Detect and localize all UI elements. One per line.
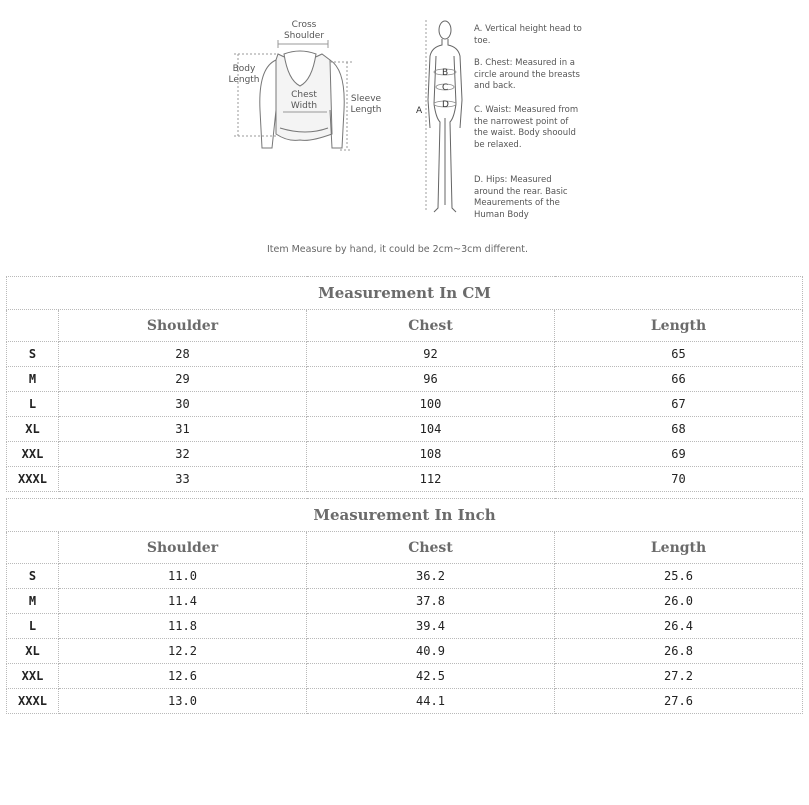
length-value: 69 — [555, 442, 803, 467]
shoulder-value: 11.0 — [59, 564, 307, 589]
chest-value: 36.2 — [307, 564, 555, 589]
column-header-chest: Chest — [307, 310, 555, 342]
body-letter-c: C — [442, 83, 449, 93]
shoulder-value: 29 — [59, 367, 307, 392]
measurement-table-inch — [6, 498, 803, 714]
length-value: 25.6 — [555, 564, 803, 589]
shoulder-value: 12.2 — [59, 639, 307, 664]
description-c: C. Waist: Measured from the narrowest point of the waist. Body shoould be relaxed. — [474, 105, 579, 150]
table-row — [7, 639, 803, 664]
column-header-length: Length — [555, 532, 803, 564]
column-header — [7, 532, 59, 564]
length-value: 68 — [555, 417, 803, 442]
table-row — [7, 614, 803, 639]
table-row — [7, 342, 803, 367]
length-value: 70 — [555, 467, 803, 492]
length-value: 66 — [555, 367, 803, 392]
body-length-label: Body Length — [228, 64, 260, 85]
measure-note: Item Measure by hand, it could be 2cm~3cm different. — [266, 244, 529, 255]
chest-value: 100 — [307, 392, 555, 417]
chest-width-label: Chest Width — [290, 90, 318, 111]
table-row — [7, 689, 803, 714]
description-b: B. Chest: Measured in a circle around the breasts and back. — [474, 58, 580, 91]
body-letter-b: B — [442, 68, 449, 78]
shoulder-value: 28 — [59, 342, 307, 367]
shoulder-value: 33 — [59, 467, 307, 492]
size-label: XL — [7, 417, 59, 442]
shoulder-value: 13.0 — [59, 689, 307, 714]
description-a: A. Vertical height head to toe. — [474, 24, 582, 46]
chest-value: 112 — [307, 467, 555, 492]
length-value: 26.4 — [555, 614, 803, 639]
size-diagram — [0, 0, 809, 270]
chest-value: 92 — [307, 342, 555, 367]
shoulder-value: 31 — [59, 417, 307, 442]
table-row — [7, 392, 803, 417]
sleeve-length-label: Sleeve Length — [350, 94, 382, 115]
length-value: 26.0 — [555, 589, 803, 614]
size-label: L — [7, 614, 59, 639]
size-label: M — [7, 367, 59, 392]
size-label: XL — [7, 639, 59, 664]
body-letter-a: A — [416, 106, 423, 116]
shoulder-value: 32 — [59, 442, 307, 467]
column-header — [7, 310, 59, 342]
shoulder-value: 11.4 — [59, 589, 307, 614]
shoulder-value: 12.6 — [59, 664, 307, 689]
length-value: 27.6 — [555, 689, 803, 714]
column-header-shoulder: Shoulder — [59, 532, 307, 564]
size-label: L — [7, 392, 59, 417]
size-label: S — [7, 342, 59, 367]
table-title: Measurement In Inch — [7, 499, 803, 532]
length-value: 27.2 — [555, 664, 803, 689]
chest-value: 39.4 — [307, 614, 555, 639]
size-label: XXXL — [7, 467, 59, 492]
chest-value: 40.9 — [307, 639, 555, 664]
size-label: S — [7, 564, 59, 589]
column-header-chest: Chest — [307, 532, 555, 564]
length-value: 26.8 — [555, 639, 803, 664]
cross-shoulder-label: Cross Shoulder — [283, 20, 325, 41]
body-letter-d: D — [442, 100, 449, 110]
chest-value: 96 — [307, 367, 555, 392]
length-value: 67 — [555, 392, 803, 417]
chest-value: 37.8 — [307, 589, 555, 614]
chest-value: 104 — [307, 417, 555, 442]
table-row — [7, 367, 803, 392]
size-label: M — [7, 589, 59, 614]
size-label: XXXL — [7, 689, 59, 714]
table-row — [7, 664, 803, 689]
table-row — [7, 589, 803, 614]
chest-value: 42.5 — [307, 664, 555, 689]
description-d: D. Hips: Measured around the rear. Basic Meaurements of the Human Body — [474, 175, 568, 220]
table-title: Measurement In CM — [7, 277, 803, 310]
table-row — [7, 417, 803, 442]
table-row — [7, 564, 803, 589]
length-value: 65 — [555, 342, 803, 367]
column-header-shoulder: Shoulder — [59, 310, 307, 342]
table-row — [7, 467, 803, 492]
shoulder-value: 30 — [59, 392, 307, 417]
size-label: XXL — [7, 442, 59, 467]
size-label: XXL — [7, 664, 59, 689]
shoulder-value: 11.8 — [59, 614, 307, 639]
chest-value: 108 — [307, 442, 555, 467]
body-illustration — [0, 0, 809, 240]
measurement-table-cm — [6, 276, 803, 492]
column-header-length: Length — [555, 310, 803, 342]
table-row — [7, 442, 803, 467]
chest-value: 44.1 — [307, 689, 555, 714]
